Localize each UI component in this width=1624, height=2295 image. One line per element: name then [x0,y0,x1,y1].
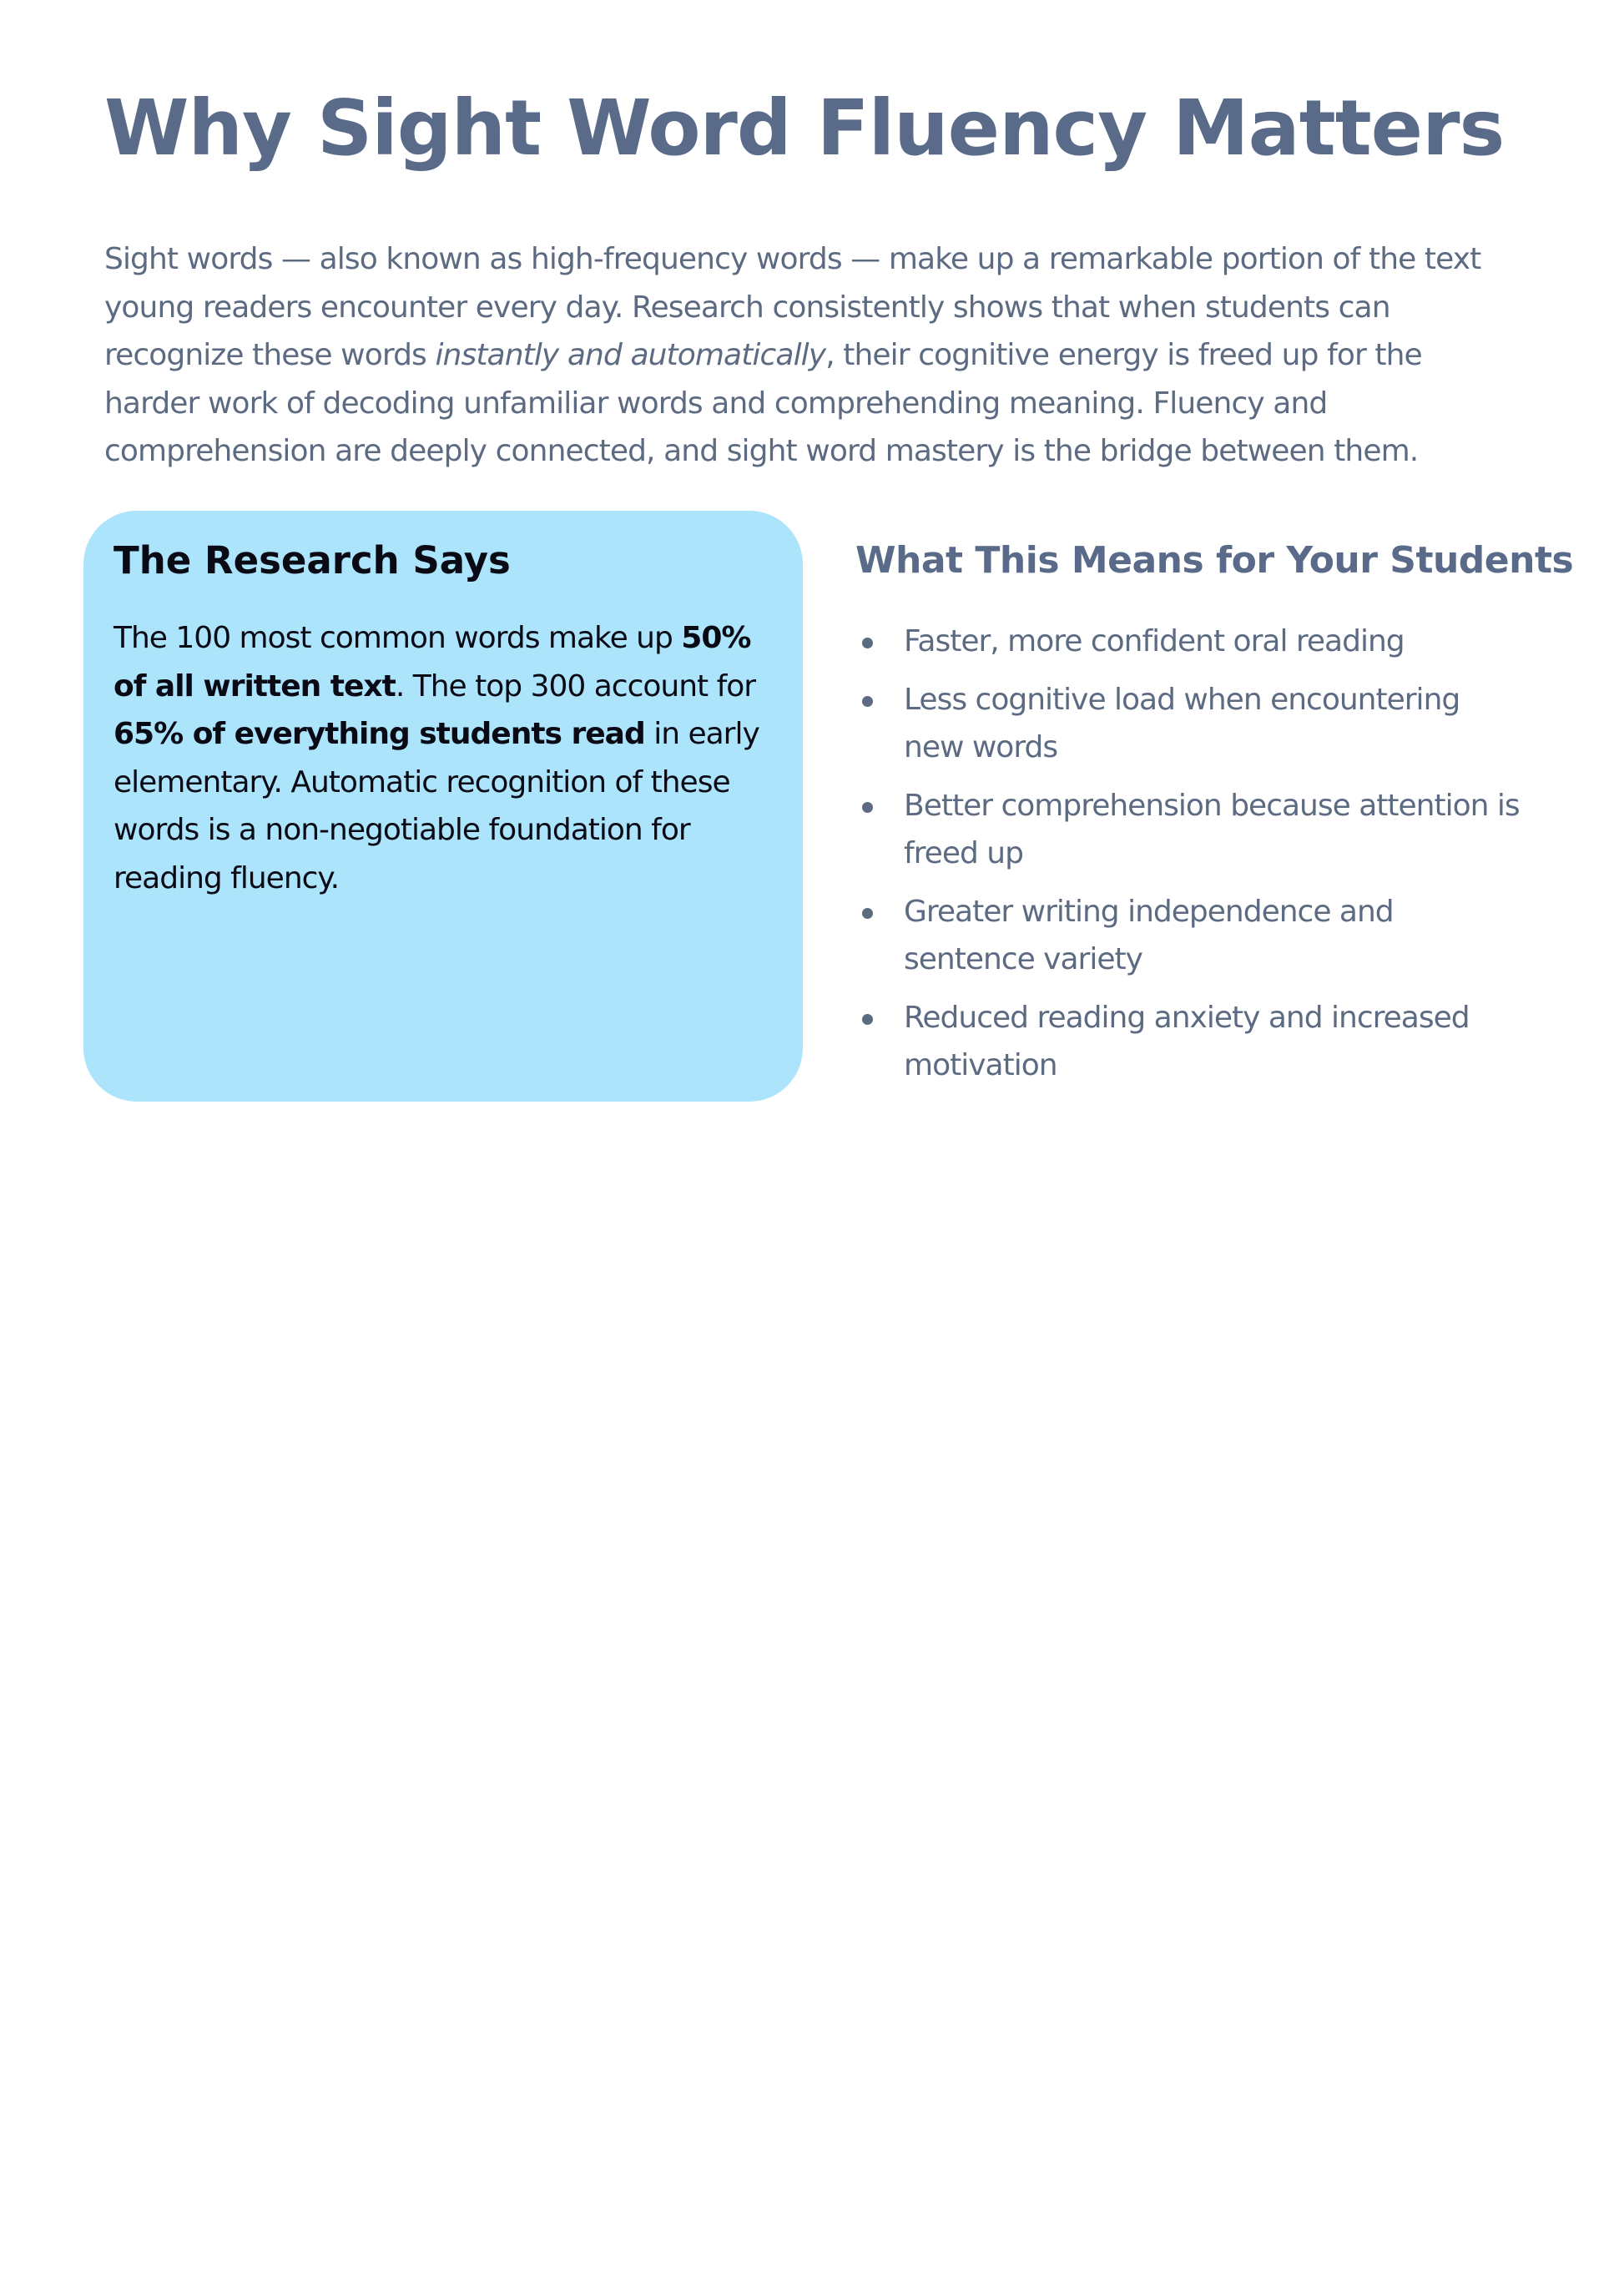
benefit-text: Greater writing independence and sentence variety [904,894,1394,976]
intro-text-start: Sight words — also known as high-frequency words — make up a remarkable portion of the text young readers encounter every day. Research consistently shows that when students can recognize these words [104,242,1481,372]
bullet-icon [862,1014,873,1025]
list-item [855,676,1523,772]
list-item [855,618,1523,666]
students-section-title: What This Means for Your Students [855,539,1574,582]
list-item [855,782,1523,878]
research-text-3: in early elementary. Automatic recognition of these words is a non-negotiable foundation for reading fluency. [113,717,759,895]
intro-emphasis: instantly and automatically [435,338,826,372]
bullet-icon [862,908,873,919]
benefit-text: Faster, more confident oral reading [904,624,1405,658]
research-title: The Research Says [113,538,511,583]
bullet-icon [862,802,873,813]
bullet-icon [862,638,873,648]
intro-text-end: , their cognitive energy is freed up for the harder work of decoding unfamiliar words and comprehending meaning. Fluency and comprehension are deeply connected, and sight word mastery is the bridge between them. [104,338,1422,468]
list-item [855,994,1523,1090]
benefit-text: Less cognitive load when encountering new words [904,682,1460,764]
research-stat-65: 65% of everything students read [113,717,645,751]
research-text-2: . The top 300 account for [395,668,756,704]
benefits-list [855,618,1523,1100]
research-callout-box [83,511,803,1102]
research-stat-50: 50% of all written text [113,621,751,704]
research-paragraph [113,614,781,902]
list-item [855,888,1523,984]
benefit-text: Reduced reading anxiety and increased motivation [904,1000,1470,1082]
bullet-icon [862,696,873,707]
research-text-1: The 100 most common words make up [113,621,682,655]
page-title: Why Sight Word Fluency Matters [104,83,1505,173]
intro-paragraph [104,235,1523,476]
benefit-text: Better comprehension because attention is freed up [904,788,1520,870]
